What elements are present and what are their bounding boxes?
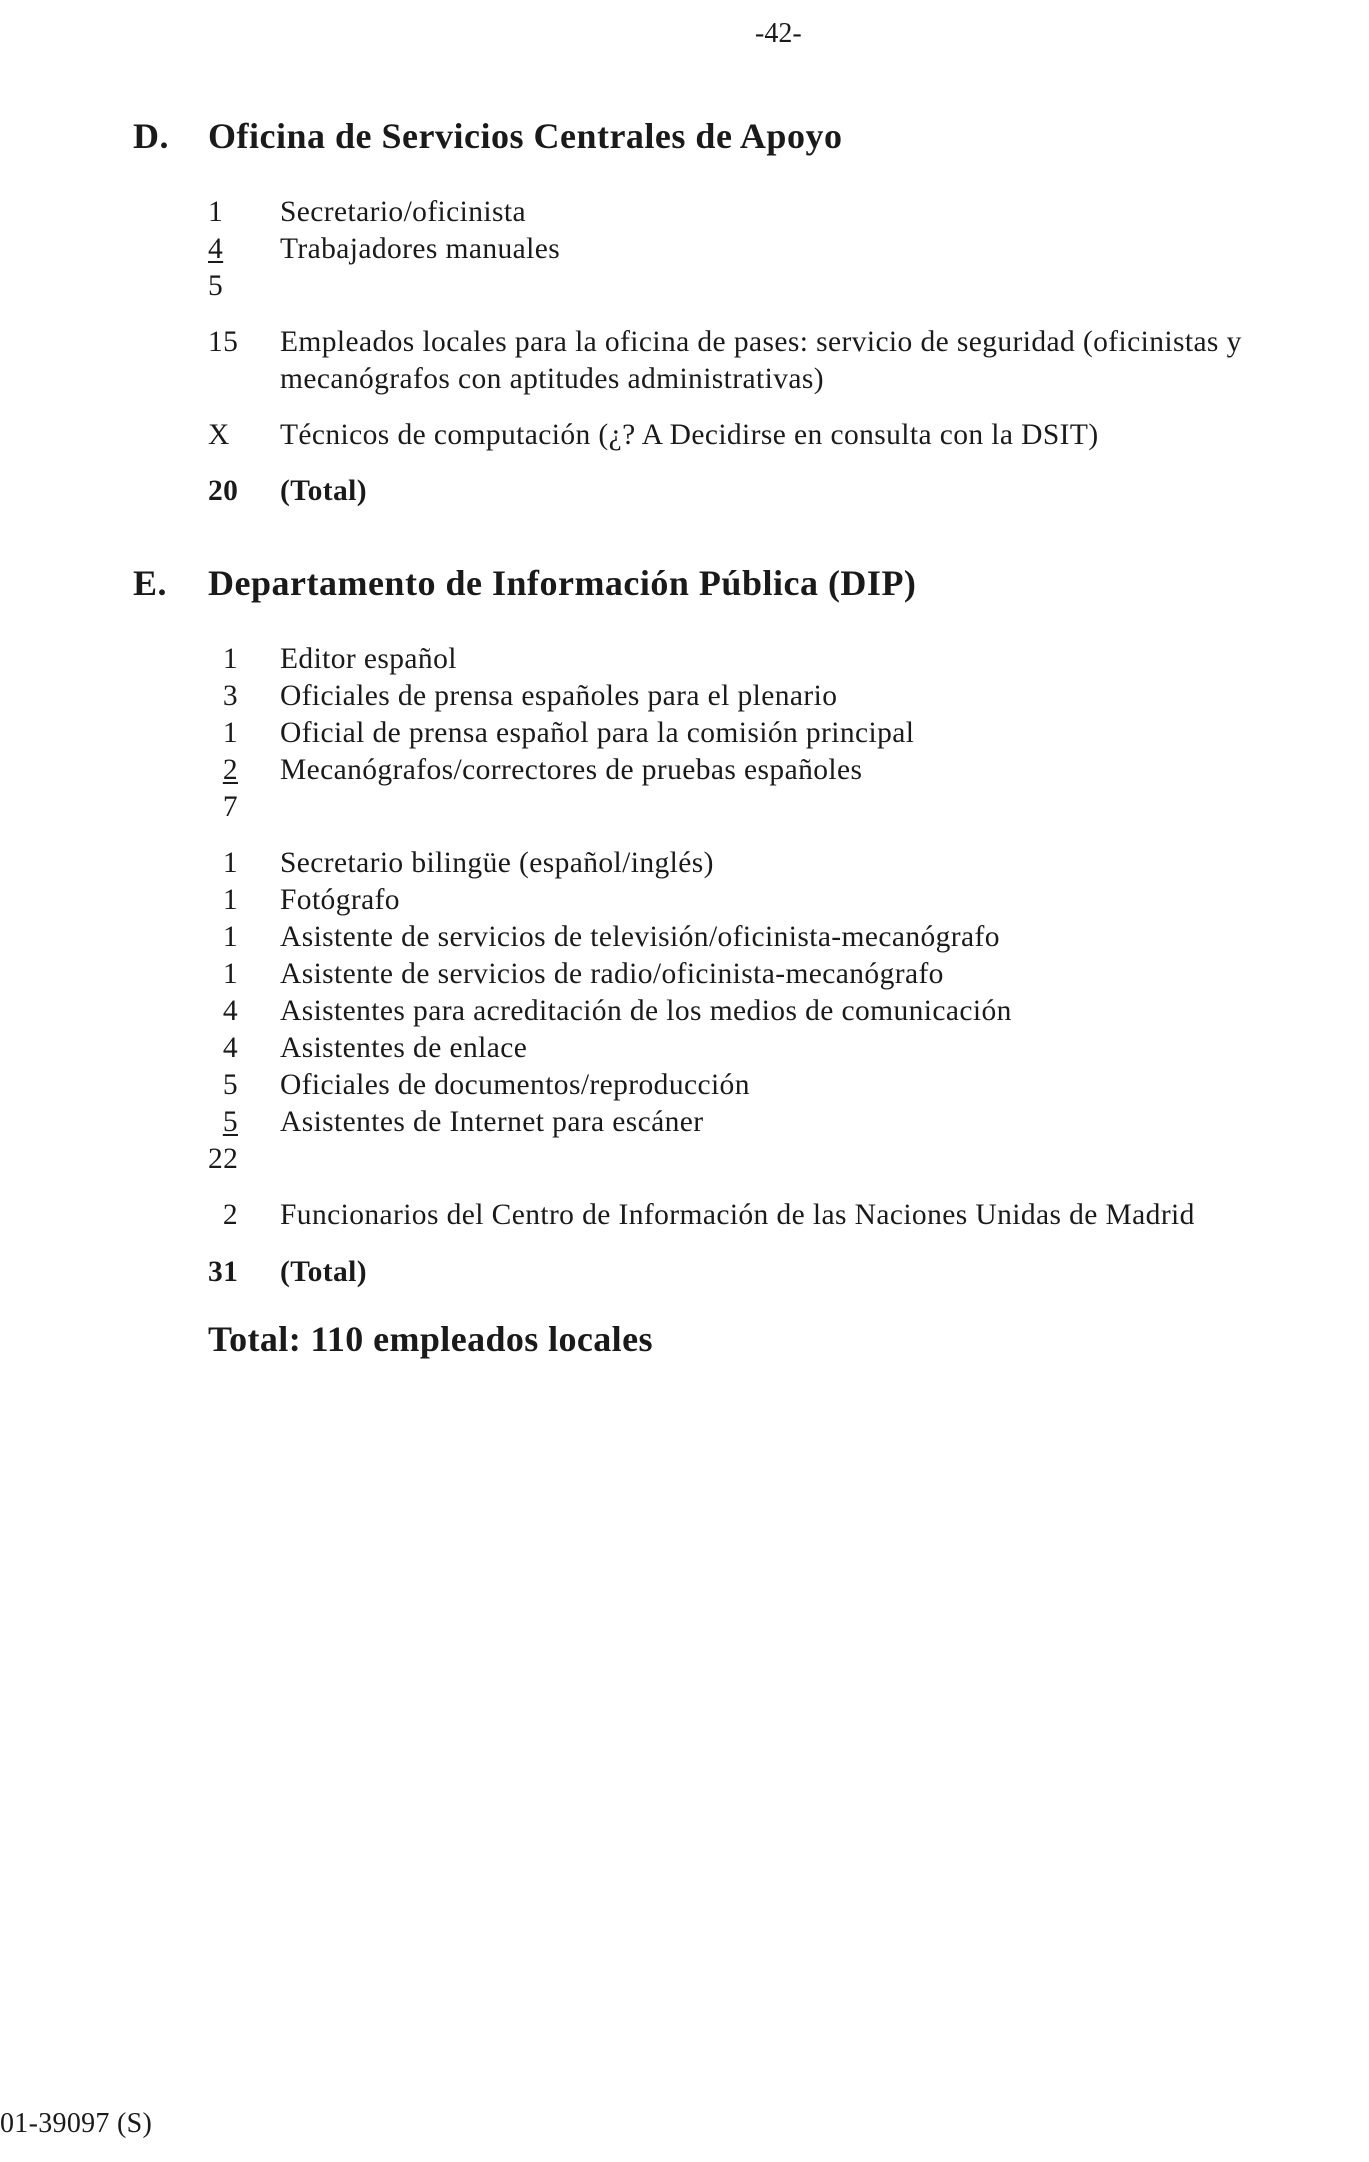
item-count: 4 — [222, 995, 238, 1027]
section-e-title: Departamento de Información Pública (DIP) — [208, 563, 917, 603]
item-count: 4 — [222, 1032, 238, 1064]
list-item — [208, 956, 1348, 993]
item-description: Mecanógrafos/correctores de pruebas españoles — [280, 754, 863, 786]
total-count: 20 — [208, 475, 239, 507]
list-item — [208, 1030, 1348, 1067]
item-description: Empleados locales para la oficina de pases: servicio de seguridad (oficinistas y mecanógrafos con aptitudes administrativas) — [280, 326, 1242, 395]
total-label: (Total) — [280, 475, 367, 507]
item-count: 2 — [222, 1199, 238, 1231]
list-item — [208, 231, 1348, 268]
item-description: Trabajadores manuales — [280, 233, 561, 265]
section-d-title: Oficina de Servicios Centrales de Apoyo — [208, 116, 843, 156]
total-row — [208, 1254, 1348, 1291]
item-count: 4 — [208, 233, 224, 265]
list-item — [208, 324, 1348, 398]
list-item — [208, 919, 1348, 956]
item-description: Editor español — [280, 643, 457, 675]
subtotal-count: 7 — [222, 791, 238, 823]
subtotal-count: 22 — [208, 1143, 239, 1175]
item-description: Técnicos de computación (¿? A Decidirse en consulta con la DSIT) — [280, 419, 1099, 451]
list-item — [208, 1067, 1348, 1104]
list-item — [208, 194, 1348, 231]
total-label: (Total) — [280, 1256, 367, 1288]
item-count: 1 — [222, 958, 238, 990]
total-row — [208, 473, 1348, 510]
list-item — [208, 641, 1348, 678]
item-description: Asistentes de Internet para escáner — [280, 1106, 704, 1138]
item-count: 1 — [222, 847, 238, 879]
list-item — [208, 845, 1348, 882]
section-d-letter: D. — [133, 116, 169, 156]
item-description: Fotógrafo — [280, 884, 400, 916]
section-d-heading — [133, 115, 842, 157]
list-item — [208, 1197, 1348, 1234]
item-count: 2 — [222, 754, 238, 786]
item-count: 1 — [208, 196, 224, 228]
item-description: Asistentes para acreditación de los medios de comunicación — [280, 995, 1012, 1027]
list-item — [208, 1104, 1348, 1141]
item-description: Funcionarios del Centro de Información de las Naciones Unidas de Madrid — [280, 1199, 1195, 1231]
item-count: 5 — [222, 1069, 238, 1101]
item-count: 1 — [222, 643, 238, 675]
item-count: X — [208, 419, 230, 451]
item-count: 15 — [208, 326, 239, 358]
item-description: Secretario bilingüe (español/inglés) — [280, 847, 714, 879]
item-description: Oficiales de prensa españoles para el plenario — [280, 680, 838, 712]
document-symbol: 01-39097 (S) — [0, 2108, 153, 2139]
item-description: Asistentes de enlace — [280, 1032, 528, 1064]
subtotal-row — [208, 1141, 1348, 1178]
item-count: 3 — [222, 680, 238, 712]
subtotal-row — [208, 789, 1348, 826]
item-count: 1 — [222, 717, 238, 749]
list-item — [208, 993, 1348, 1030]
list-item — [208, 715, 1348, 752]
item-description: Asistente de servicios de televisión/oficinista-mecanógrafo — [280, 921, 1000, 953]
subtotal-count: 5 — [208, 270, 224, 302]
item-description: Asistente de servicios de radio/oficinista-mecanógrafo — [280, 958, 944, 990]
item-count: 1 — [222, 884, 238, 916]
subtotal-row — [208, 268, 1348, 305]
list-item — [208, 882, 1348, 919]
item-description: Oficial de prensa español para la comisión principal — [280, 717, 915, 749]
section-e-heading — [133, 562, 916, 604]
section-e-letter: E. — [133, 563, 168, 603]
grand-total: Total: 110 empleados locales — [208, 1319, 653, 1359]
total-count: 31 — [208, 1256, 239, 1288]
item-description: Oficiales de documentos/reproducción — [280, 1069, 750, 1101]
page-number: -42- — [755, 18, 802, 49]
item-description: Secretario/oficinista — [280, 196, 526, 228]
list-item — [208, 417, 1348, 454]
item-count: 1 — [222, 921, 238, 953]
list-item — [208, 678, 1348, 715]
item-count: 5 — [222, 1106, 238, 1138]
list-item — [208, 752, 1348, 789]
